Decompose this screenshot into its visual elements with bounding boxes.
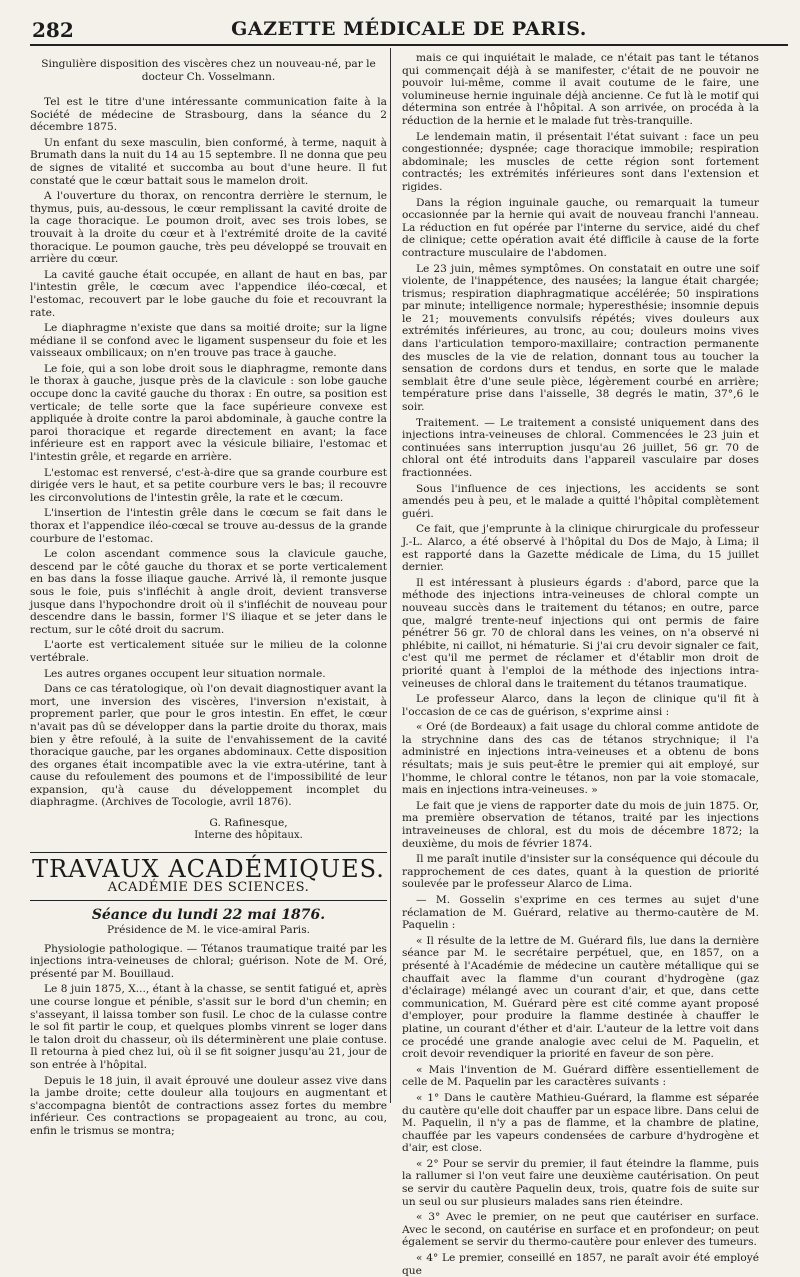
session-title: Séance du lundi 22 mai 1876. [91,907,326,924]
paragraph: Le lendemain matin, il présentait l'état suivant : face un peu congestionnée; dyspnée; cage thoracique immobile; respiration abdominale; les muscles de cette région sont fortement contractés; les extrémités inférieures sont dans l'extension et rigides. [402,130,759,193]
paragraph: « 1° Dans le cautère Mathieu-Guérard, la flamme est séparée du cautère qu'elle doit chauffer par un espace libre. Dans celui de M. Paquelin, il n'y a pas de flamme, et la chambre de platine, chauffée par les vapeurs condensées de carbure d'hydrogène et d'air, est close. [402,1091,759,1155]
presidency: Présidence de M. le vice-amiral Paris. [106,924,311,937]
paragraph: Traitement. — Le traitement a consisté uniquement dans des injections intra-veineuses de chloral. Commencées le 23 juin et continuées sans interruption jusqu'au 26 juillet, 56 gr. 70 de chloral ont été introduits dans l'appareil vasculaire par doses fractionnées. [402,416,759,479]
page-number: 282 [32,18,74,42]
signature-role: Interne des hôpitaux. [194,829,303,841]
column-divider [390,48,391,1103]
paragraph: L'insertion de l'intestin grêle dans le cœcum se fait dans le thorax et l'appendice iléo-cœcal se trouve au-dessus de la grande courbure de l'estomac. [30,507,387,545]
paragraph: La cavité gauche était occupée, en allant de haut en bas, par l'intestin grêle, le cœcum avec l'appendice iléo-cœcal, et l'estomac, recouvert par le lobe gauche du foie et recouvrant la rate. [30,268,387,319]
right-column [402,52,759,1277]
paragraph: Le foie, qui a son lobe droit sous le diaphragme, remonte dans le thorax à gauche, jusque près de la clavicule : son lobe gauche occupe donc la cavité gauche du thorax : En outre, sa position est verticale; de telle sorte que la face supérieure convexe est appliquée à droite contre la paroi abdominale, à gauche contre la paroi thoracique et regarde directement en avant; la face inférieure est en rapport avec la vésicule biliaire, l'estomac et l'intestin grêle, et regarde en arrière. [30,362,387,464]
paragraph: « Oré (de Bordeaux) a fait usage du chloral comme antidote de la strychnine dans des cas de tétanos strychnique; il l'a administré en injections intra-veineuses et a obtenu de bons résultats; mais je suis peut-être le premier qui ait employé, sur l'homme, le chloral contre le tétanos, non par la voie stomacale, mais en injections intra-veineuses. » [402,721,759,797]
section-subtitle: ACADÉMIE DES SCIENCES. [107,879,310,895]
paragraph: Il est intéressant à plusieurs égards : d'abord, parce que la méthode des injections intra-veineuses de chloral compte un nouveau succès dans le traitement du tétanos; en outre, parce que, malgré trente-neuf injections qui ont permis de faire pénétrer 56 gr. 70 de chloral dans les veines, on n'a observé ni phlébite, ni caillot, ni hématurie. Si j'ai cru devoir signaler ce fait, c'est qu'il me permet de réclamer et d'établir mon droit de priorité quant à l'emploi de la méthode des injections intra-veineuses de chloral dans le traitement du tétanos traumatique. [402,576,759,690]
paragraph: Le 8 juin 1875, X..., étant à la chasse, se sentit fatigué et, après une course longue et pénible, s'assit sur le bord d'un chemin; en s'asseyant, il laissa tomber son fusil. Le choc de la culasse contre le sol fit partir le coup, et quelques plombs vinrent se loger dans le talon droit du chasseur, où ils déterminèrent une plaie contuse. Il retourna à pied chez lui, où il se fit soigner jusqu'au 21, jour de son entrée à l'hôpital. [30,983,387,1071]
journal-title: GAZETTE MÉDICALE DE PARIS. [231,18,587,40]
left-column [30,52,387,1137]
paragraph: Un enfant du sexe masculin, bien conformé, à terme, naquit à Brumath dans la nuit du 14 au 15 septembre. Il ne donna que peu de signes de vitalité et succomba au bout d'une heure. Il fut constaté que le cœur battait sous le mamelon droit. [30,136,387,187]
paragraph: L'aorte est verticalement située sur le milieu de la colonne vertébrale. [30,639,387,664]
paragraph: Dans ce cas tératologique, où l'on devait diagnostiquer avant la mort, une inversion des viscères, l'inversion n'existait, à proprement parler, que pour le gros intestin. En effet, le cœur n'avait pas dû se développer dans la partie droite du thorax, mais bien y être refoulé, à la suite de l'envahissement de la cavité thoracique gauche, par les organes abdominaux. Cette disposition des organes était incompatible avec la vie extra-utérine, tant à cause du refoulement des poumons et de l'impossibilité de leur expansion, qu'à cause du développement incomplet du diaphragme. (Archives de Tocologie, avril 1876). [30,683,387,809]
paragraph: Le diaphragme n'existe que dans sa moitié droite; sur la ligne médiane il se confond avec le ligament suspenseur du foie et les vaisseaux ombilicaux; on n'en trouve pas trace à gauche. [30,322,387,360]
paragraph: « 4° Le premier, conseillé en 1857, ne paraît avoir été employé que [402,1252,759,1277]
paragraph: Dans la région inguinale gauche, ou remarquait la tumeur occasionnée par la hernie qui avait de nouveau franchi l'anneau. La réduction en fut opérée par l'interne du service, aidé du chef de clinique; cette opération avait été difficile à cause de la forte contracture musculaire de l'abdomen. [402,196,759,259]
paragraph: « 3° Avec le premier, on ne peut que cautériser en surface. Avec le second, on cautérise en surface et en profondeur; on peut également se servir du thermo-cautère pour enlever des tumeurs. [402,1211,759,1249]
paragraph: A l'ouverture du thorax, on rencontra derrière le sternum, le thymus, puis, au-dessous, le cœur remplissant la cavité droite de la cage thoracique. Le poumon droit, avec ses trois lobes, se trouvait à la droite du cœur et à l'extrémité droite de la cavité thoracique. Le poumon gauche, très peu développé se trouvait en arrière du cœur. [30,190,387,266]
paragraph: « Il résulte de la lettre de M. Guérard fils, lue dans la dernière séance par M. le secrétaire perpétuel, que, en 1857, on a présenté à l'Académie de médecine un cautère métallique qui se chauffait avec la flamme d'un courant d'hydrogène (gaz d'éclairage) mélangé avec un courant d'air, et que, dans cette communication, M. Guérard père est cité comme ayant proposé d'employer, pour produire la flamme destinée à chauffer le platine, un courant d'éther et d'air. L'auteur de la lettre voit dans ce procédé une grande analogie avec celui de M. Paquelin, et croit devoir revendiquer la priorité en faveur de son père. [402,934,759,1061]
page-header [30,14,788,46]
paragraph: Sous l'influence de ces injections, les accidents se sont amendés peu à peu, et le malade a quitté l'hôpital complètement guéri. [402,482,759,520]
section-title: TRAVAUX ACADÉMIQUES. [32,855,385,884]
paragraph: Il me paraît inutile d'insister sur la conséquence qui découle du rapprochement de ces dates, quant à la question de priorité soulevée par le professeur Alarco de Lima. [402,853,759,891]
paragraph: Ce fait, que j'emprunte à la clinique chirurgicale du professeur J.-L. Alarco, a été observé à l'hôpital du Dos de Majo, à Lima; il est rapporté dans la Gazette médicale de Lima, du 15 juillet dernier. [402,523,759,574]
paragraph: — M. Gosselin s'exprime en ces termes au sujet d'une réclamation de M. Guérard, relative au thermo-cautère de M. Paquelin : [402,894,759,932]
paragraph: Tel est le titre d'une intéressante communication faite à la Société de médecine de Strasbourg, dans la séance du 2 décembre 1875. [30,96,387,134]
paragraph: Le fait que je viens de rapporter date du mois de juin 1875. Or, ma première observation de tétanos, traité par les injections intraveineuses de chloral, est du mois de décembre 1872; la deuxième, du mois de février 1874. [402,799,759,850]
paragraph: Les autres organes occupent leur situation normale. [44,667,326,680]
signature: G. Rafinesque, [209,817,288,830]
paragraph: Le colon ascendant commence sous la clavicule gauche, descend par le côté gauche du thorax et se porte verticalement en bas dans la fosse iliaque gauche. Arrivé là, il remonte jusque sous le foie, puis s'infléchit à angle droit, devient transverse jusque dans l'hypochondre droit où il s'infléchit de nouveau pour descendre dans le bassin, former l'S iliaque et se jeter dans le rectum, sur le côté droit du sacrum. [30,548,387,636]
paragraph: Le professeur Alarco, dans la leçon de clinique qu'il fit à l'occasion de ce cas de guérison, s'exprime ainsi : [402,693,759,718]
paragraph: Depuis le 18 juin, il avait éprouvé une douleur assez vive dans la jambe droite; cette douleur alla toujours en augmentant et s'accompagna bientôt de contractions assez fortes du membre inférieur. Ces contractions se propageaient au tronc, au cou, enfin le trismus se montra; [30,1074,387,1137]
paragraph: Physiologie pathologique. — Tétanos traumatique traité par les injections intra-veineuses de chloral; guérison. Note de M. Oré, présenté par M. Bouillaud. [30,942,387,980]
paragraph: Le 23 juin, mêmes symptômes. On constatait en outre une soif violente, de l'inappétence, des nausées; la langue était chargée; trismus; respiration diaphragmatique accélérée; 50 inspirations par minute; intelligence normale; hyperesthésie; insomnie depuis le 21; mouvements convulsifs répétés; vives douleurs aux extrémités inférieures, au tronc, au cou; douleurs moins vives dans l'articulation temporo-maxillaire; contraction permanente des muscles de la vie de relation, donnant tous au toucher la sensation de cordons durs et tendus, en sorte que le malade semblait être d'une seule pièce, légèrement courbé en arrière; température prise dans l'aisselle, 38 degrés le matin, 37°,6 le soir. [402,262,759,414]
section-banner [30,852,387,901]
paragraph: L'estomac est renversé, c'est-à-dire que sa grande courbure est dirigée vers le haut, et sa petite courbure vers le bas; il recouvre les circonvolutions de l'intestin grêle, la rate et le cœcum. [30,466,387,504]
paragraph: « 2° Pour se servir du premier, il faut éteindre la flamme, puis la rallumer si l'on veut faire une deuxième cautérisation. On peut se servir du cautère Paquelin deux, trois, quatre fois de suite sur un seul ou sur plusieurs malades sans rien éteindre. [402,1157,759,1208]
paragraph: mais ce qui inquiétait le malade, ce n'était pas tant le tétanos qui commençait déjà à se manifester, c'était de ne pouvoir ne pouvoir lui-même, comme il avait coutume de le faire, une volumineuse hernie inguinale déjà ancienne. Ce fut là le motif qui détermina son entrée à l'hôpital. A son arrivée, on procéda à la réduction de la hernie et le malade fut très-tranquille. [402,52,759,127]
paragraph: « Mais l'invention de M. Guérard diffère essentiellement de celle de M. Paquelin par les caractères suivants : [402,1063,759,1089]
article-title: Singulière disposition des viscères chez un nouveau-né, par le docteur Ch. Vosselmann. [41,58,376,83]
